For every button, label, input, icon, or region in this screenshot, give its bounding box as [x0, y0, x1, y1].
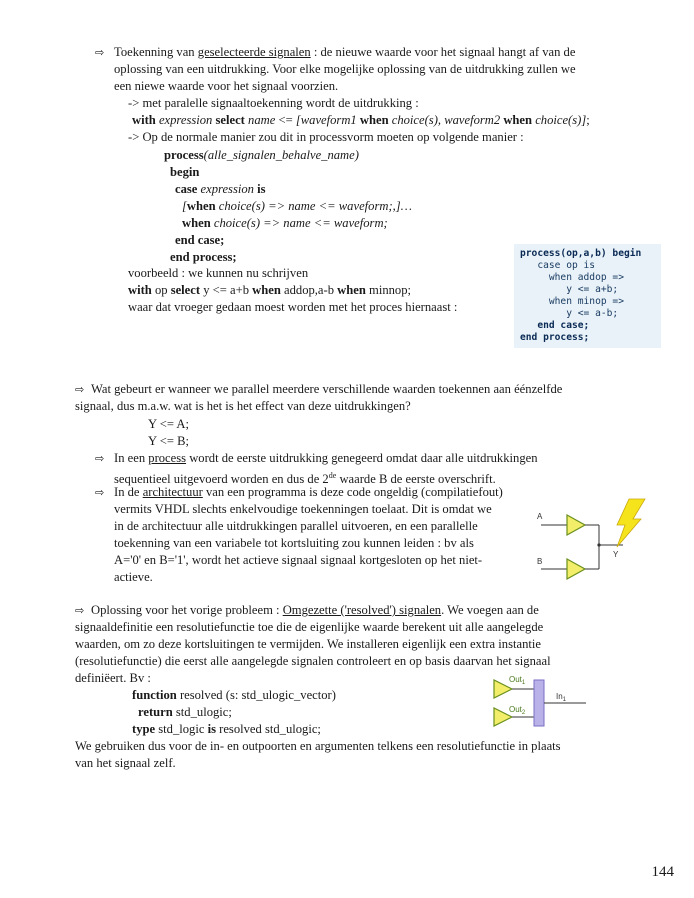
in1-label: $In_1$ [556, 692, 567, 703]
closing-line2: van het signaal zelf. [75, 756, 176, 770]
arch-bullet-line6: actieve. [114, 570, 153, 584]
right-arrow-icon: ⇨ [75, 383, 85, 396]
out2-label: Out$_2$ [509, 705, 526, 716]
select-syntax: with expression select name <= [waveform1 when choice(s), waveform2 when choice(s)]; [132, 113, 590, 127]
resolution-diagram [490, 672, 600, 732]
label-b: B [537, 557, 543, 566]
resolver-block [534, 680, 544, 726]
arch-bullet-line5: A='0' en B='1', wordt het actieve signaal signaal kortgesloten op het niet- [114, 553, 483, 567]
out1-label: Out$_1$ [509, 675, 526, 686]
buffer-gate-b [567, 559, 585, 579]
parallel-note: -> met paralelle signaaltoekenning wordt de uitdrukking : [128, 96, 419, 110]
func-line2: return std_ulogic; [138, 705, 232, 719]
func-line3: type std_logic is resolved std_ulogic; [132, 722, 321, 736]
process-syntax-line3: case expression is [175, 182, 266, 196]
lightning-icon [617, 499, 645, 547]
solution-line3: waarden, om zo deze kortsluitingen te vermijden. We installeren eigenlijk een extra instantie [75, 637, 541, 651]
label-a: A [537, 512, 543, 521]
question-line1: Wat gebeurt er wanneer we parallel meerdere verschillende waarden toekennen aan éénzelfde [91, 382, 563, 396]
question-line2: signaal, dus m.a.w. wat is het is het effect van deze uitdrukkingen? [75, 399, 411, 413]
solution-line5: definiëert. Bv : [75, 671, 151, 685]
process-syntax-line6: end case; [175, 233, 225, 247]
process-syntax-line7: end process; [170, 250, 237, 264]
arch-bullet-line3: in de architectuur alle uitdrukkingen parallel uitvoeren, en een parallelle [114, 519, 478, 533]
bullet1-line2: oplossing van een uitdrukking. Voor elke mogelijke oplossing van de uitdrukking zullen we [114, 62, 576, 76]
stmt-y-b: Y <= B; [148, 434, 190, 448]
bullet1-line1: Toekenning van geselecteerde signalen : de nieuwe waarde voor het signaal hangt af van de [114, 45, 576, 59]
arch-bullet-line4: toekenning van een variabele tot kortsluiting zou kunnen leiden : bv als [114, 536, 474, 550]
buffer-gate-a [567, 515, 585, 535]
process-syntax-line5: when choice(s) => name <= waveform; [182, 216, 388, 230]
stmt-y-a: Y <= A; [148, 417, 190, 431]
process-syntax-line2: begin [170, 165, 200, 179]
solution-line2: signaaldefinitie een resolutiefunctie toe die de eigenlijke waarde berekent uit alle aangelegde [75, 620, 544, 634]
solution-line4: (resolutiefunctie) die eerst alle aangelegde signalen controleert en op basis daarvan het signaal [75, 654, 551, 668]
waar-dat-line: waar dat vroeger gedaan moest worden met het proces hiernaast : [128, 300, 458, 314]
process-code-box: process(op,a,b) begin case op is when addop => y <= a+b; when minop => y <= a-b; end case; end process; [514, 244, 661, 348]
right-arrow-icon: ⇨ [75, 604, 85, 617]
page-number: 144 [651, 864, 674, 880]
closing-line1: We gebruiken dus voor de in- en outpoorten en argumenten telkens een resolutiefunctie in plaats [75, 739, 561, 753]
process-syntax-line1: process(alle_signalen_behalve_name) [164, 148, 359, 162]
right-arrow-icon: ⇨ [95, 486, 105, 499]
arch-bullet-line2: vermits VHDL slechts enkelvoudige toekenningen toelaat. Dit is omdat we [114, 502, 492, 516]
arch-bullet-line1: In de architectuur van een programma is deze code ongeldig (compilatiefout) [114, 485, 503, 499]
process-bullet-line2: sequentieel uitgevoerd worden en dus de 2de waarde B de eerste overschrift. [114, 471, 496, 487]
process-syntax-line4: [when choice(s) => name <= waveform;,]… [182, 199, 412, 213]
right-arrow-icon: ⇨ [95, 46, 105, 59]
func-line1: function resolved (s: std_ulogic_vector) [132, 688, 336, 702]
solution-line1: Oplossing voor het vorige probleem : Omgezette ('resolved') signalen. We voegen aan de [91, 603, 539, 617]
short-circuit-diagram [533, 497, 663, 587]
voorbeeld-line: voorbeeld : we kunnen nu schrijven [128, 266, 309, 280]
example-with-select: with op select y <= a+b when addop,a-b when minnop; [128, 283, 412, 297]
right-arrow-icon: ⇨ [95, 452, 105, 465]
bullet1-line3: een niewe waarde voor het signaal voorzien. [114, 79, 339, 93]
process-bullet-line1: In een process wordt de eerste uitdrukking genegeerd omdat daar alle uitdrukkingen [114, 451, 538, 465]
process-note: -> Op de normale manier zou dit in processvorm moeten op volgende manier : [128, 130, 524, 144]
label-y: Y [613, 550, 619, 559]
